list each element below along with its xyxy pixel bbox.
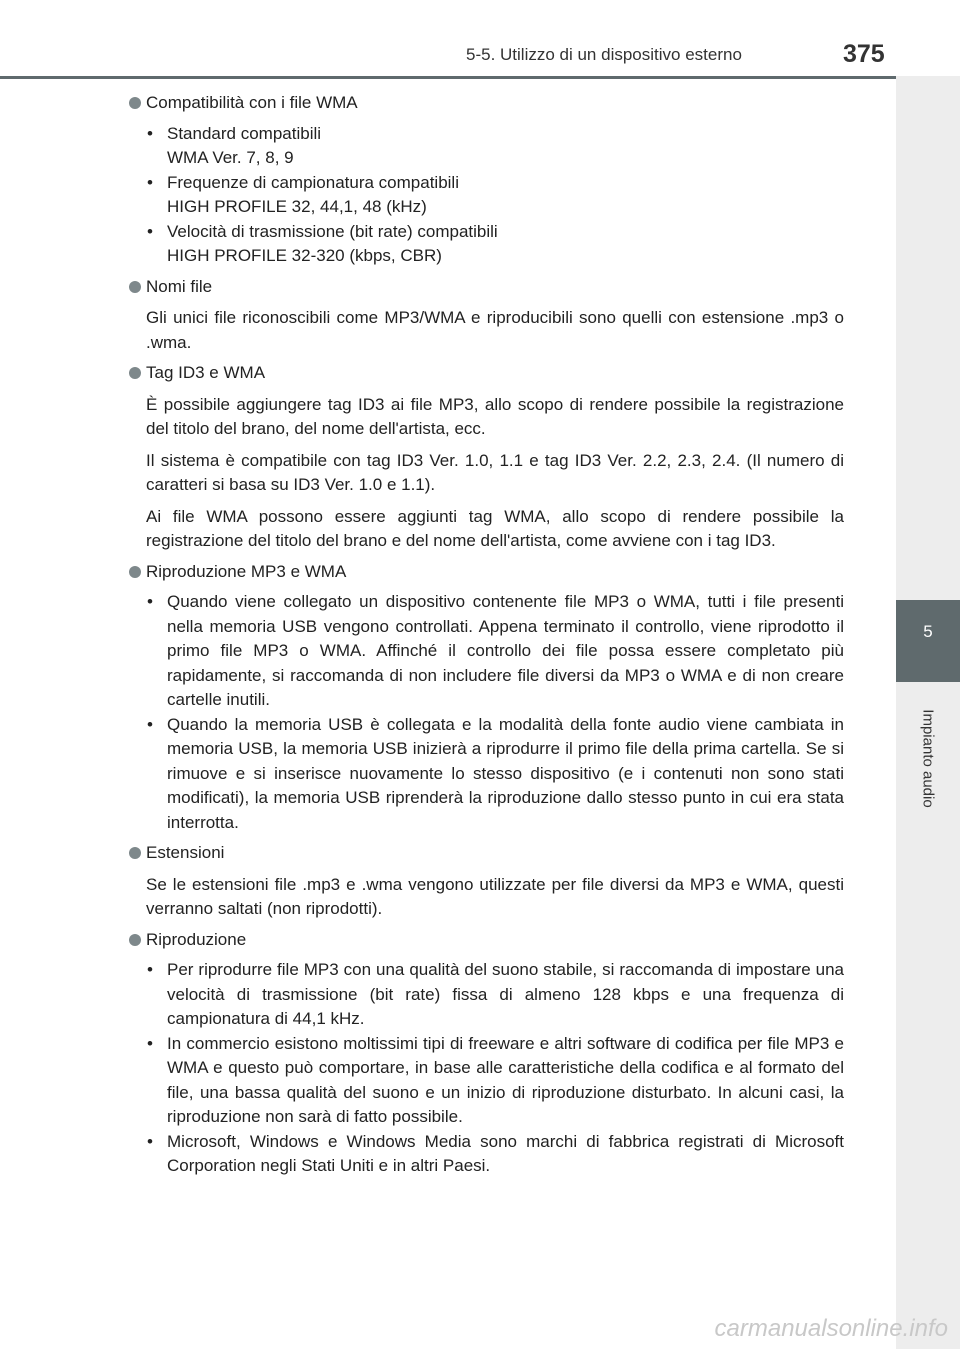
bullet-list <box>146 122 844 269</box>
list-item: • Per riprodurre file MP3 con una qualità del suono stabile, si raccomanda di impostare una velocità di trasmissione (bit rate) fissa di almeno 128 kbps e una frequenza di campionatura di 44,1 kHz. <box>146 958 844 1032</box>
list-item-value: HIGH PROFILE 32, 44,1, 48 (kHz) <box>167 197 427 216</box>
item-extensions <box>127 841 844 922</box>
list-item <box>146 171 844 220</box>
circle-bullet-icon <box>129 566 141 578</box>
page-number: 375 <box>843 40 885 68</box>
bullet-list <box>146 590 844 835</box>
circle-bullet-icon <box>129 934 141 946</box>
paragraph: Il sistema è compatibile con tag ID3 Ver. 1.0, 1.1 e tag ID3 Ver. 2.2, 2.3, 2.4. (Il numero di caratteri si basa su ID3 Ver. 1.0 e 1.1). <box>146 450 844 494</box>
circle-bullet-icon <box>129 367 141 379</box>
paragraph: Gli unici file riconoscibili come MP3/WMA e riproducibili sono quelli con estensione .mp3 o .wma. <box>146 308 844 352</box>
item-playback <box>127 928 844 1179</box>
list-item <box>146 122 844 171</box>
item-wma-compatibility <box>127 91 844 269</box>
list-item-label: • Standard compatibili <box>167 123 322 143</box>
item-title: Tag ID3 e WMA <box>146 363 266 382</box>
item-mp3-wma-playback <box>127 560 844 836</box>
header-rule <box>0 76 960 79</box>
list-item-value: WMA Ver. 7, 8, 9 <box>167 148 294 167</box>
circle-bullet-icon <box>129 97 141 109</box>
chapter-number: 5 <box>923 622 933 641</box>
paragraph: Se le estensioni file .mp3 e .wma vengono utilizzate per file diversi da MP3 e WMA, questi verranno saltati (non riprodotti). <box>146 874 844 918</box>
circle-bullet-icon <box>129 847 141 859</box>
paragraph: Ai file WMA possono essere aggiunti tag WMA, allo scopo di rendere possibile la registrazione del titolo del brano e del nome dell'artista, come avviene con i tag ID3. <box>146 506 844 550</box>
list-item-label: • Frequenze di campionatura compatibili <box>167 172 459 192</box>
list-item: • Microsoft, Windows e Windows Media sono marchi di fabbrica registrati di Microsoft Corporation negli Stati Uniti e in altri Paesi. <box>146 1130 844 1179</box>
item-title: Riproduzione <box>146 929 247 949</box>
list-item-value: HIGH PROFILE 32-320 (kbps, CBR) <box>167 246 442 265</box>
watermark-link[interactable]: carmanualsonline.info <box>714 1315 948 1342</box>
page-content <box>127 91 844 1179</box>
paragraph: È possibile aggiungere tag ID3 ai file MP3, allo scopo di rendere possibile la registrazione del titolo del brano, del nome dell'artista, ecc. <box>146 394 844 438</box>
item-id3-wma-tags <box>127 361 844 554</box>
circle-bullet-icon <box>129 281 141 293</box>
item-title: Nomi file <box>146 276 213 296</box>
item-file-names <box>127 275 844 356</box>
list-item-label: • Velocità di trasmissione (bit rate) compatibili <box>167 221 498 241</box>
item-title: Compatibilità con i file WMA <box>146 93 358 112</box>
header-section-title: 5-5. Utilizzo di un dispositivo esterno <box>466 45 742 64</box>
item-title: Estensioni <box>146 843 225 862</box>
list-item: • Quando viene collegato un dispositivo contenente file MP3 o WMA, tutti i file presenti nella memoria USB vengono controllati. Appena terminato il controllo, viene riprodotto il primo file MP3 o WMA. Affinché il controllo dei file possa essere completato più rapidamente, si raccomanda di non includere file diversi da MP3 o WMA e di non creare cartelle inutili. <box>146 590 844 713</box>
bullet-list <box>146 958 844 1179</box>
list-item: • In commercio esistono moltissimi tipi di freeware e altri software di codifica per file MP3 e WMA e questo può comportare, in base alle caratteristiche della codifica e al formato del file, una bassa qualità del suono e un inizio di riproduzione disturbato. In alcuni casi, la riproduzione non sarà di fatto possibile. <box>146 1032 844 1130</box>
item-title: Riproduzione MP3 e WMA <box>146 561 347 581</box>
chapter-label: Impianto audio <box>919 709 937 808</box>
list-item <box>146 220 844 269</box>
list-item: • Quando la memoria USB è collegata e la modalità della fonte audio viene cambiata in memoria USB, la memoria USB inizierà a riprodurre il primo file della prima cartella. Se si rimuove e si inserisce nuovamente lo stesso dispositivo (e i contenuti non sono stati modificati), la memoria USB riprenderà la riproduzione dallo stesso punto in cui era stata interrotta. <box>146 713 844 836</box>
